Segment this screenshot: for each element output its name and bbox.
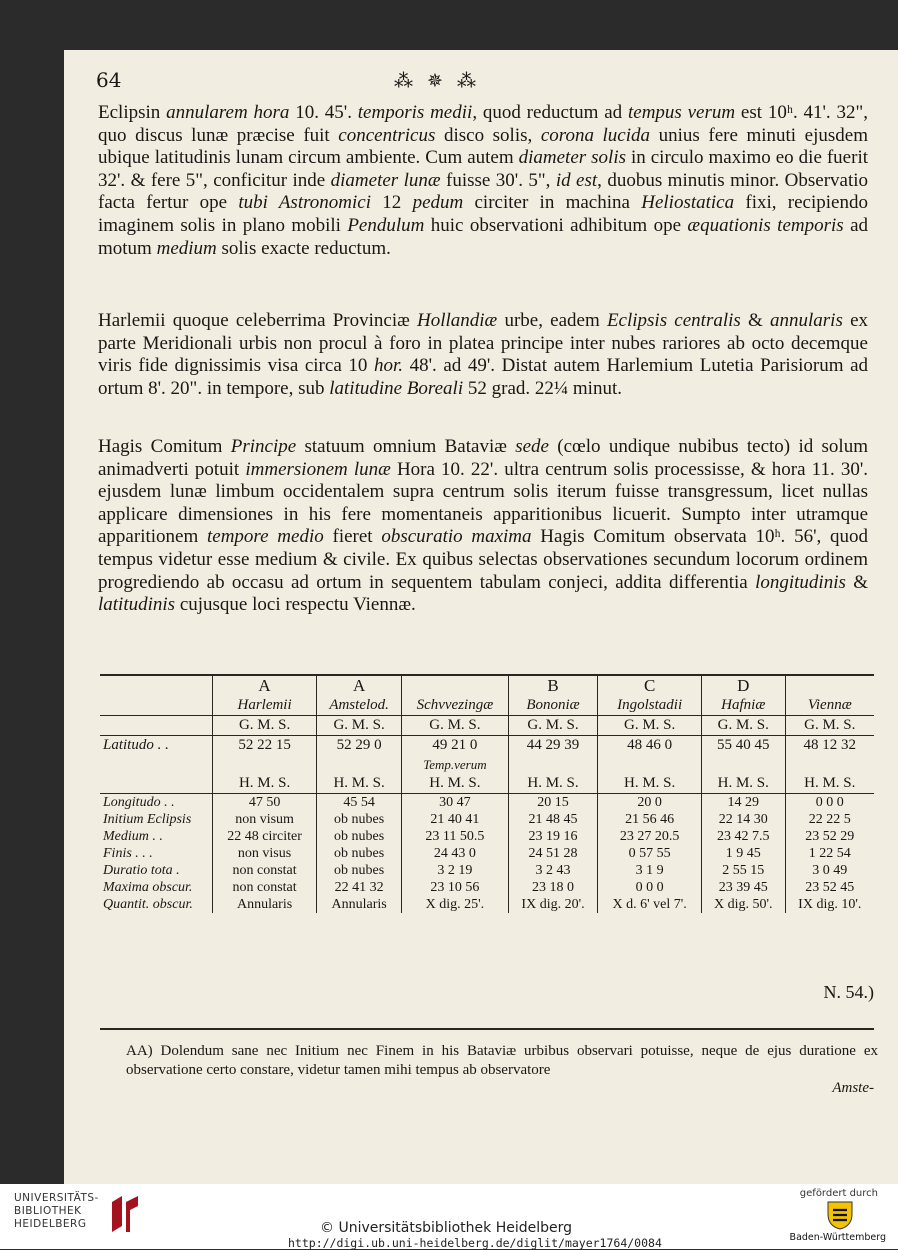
value-cell: 23 27 20.5 [598, 828, 702, 845]
value-cell: 1 22 54 [785, 845, 874, 862]
unit-header: G. M. S. [213, 716, 317, 736]
unit-header: H. M. S. [508, 774, 598, 794]
latitude-cell: 48 12 32 [785, 736, 874, 756]
text-segment: medium [156, 237, 217, 259]
value-cell: X d. 6' vel 7'. [598, 896, 702, 913]
scanned-page [64, 50, 898, 1184]
library-logo-icon[interactable] [108, 1192, 142, 1236]
text-segment: longitudinis [755, 571, 846, 593]
text-segment: latitudinis [98, 594, 176, 616]
column-letter: B [508, 675, 598, 696]
value-cell: 22 14 30 [701, 811, 785, 828]
text-segment: 12 [371, 192, 413, 214]
value-cell: 23 10 56 [402, 879, 509, 896]
text-segment: & [845, 571, 868, 593]
table-row [100, 811, 874, 828]
value-cell: 21 40 41 [402, 811, 509, 828]
hms-row [100, 774, 874, 794]
text-segment: annularem hora [166, 102, 290, 123]
unit-header: G. M. S. [701, 716, 785, 736]
value-cell: 14 29 [701, 794, 785, 812]
text-segment: concentricus [338, 124, 436, 146]
unit-header: H. M. S. [701, 774, 785, 794]
library-line1: UNIVERSITÄTS- [14, 1192, 99, 1204]
unit-header: H. M. S. [317, 774, 402, 794]
unit-header: G. M. S. [402, 716, 509, 736]
value-cell: 3 2 43 [508, 862, 598, 879]
column-letter [402, 675, 509, 696]
text-segment: tempore medio [207, 526, 324, 548]
footnote: AA) Dolendum sane nec Initium nec Finem in his Bataviæ urbibus observari potuisse, neque de ejus duratione ex observatione certo constare, videtur tamen mihi tempus ab observatore [126, 1043, 878, 1078]
text-segment: disco solis, [435, 124, 541, 146]
value-cell: X dig. 50'. [701, 896, 785, 913]
unit-header: H. M. S. [598, 774, 702, 794]
library-line3: HEIDELBERG [14, 1218, 87, 1230]
text-segment: Hagis Comitum [98, 436, 231, 457]
value-cell: 20 0 [598, 794, 702, 812]
value-cell: 23 42 7.5 [701, 828, 785, 845]
text-segment: Hollandiæ [417, 310, 498, 331]
temp-verum-row [100, 755, 874, 774]
text-segment: , quod reductum ad [472, 102, 628, 123]
corner-cell [100, 774, 213, 794]
text-segment: hor. [373, 355, 403, 377]
footnote-rule [100, 1028, 874, 1030]
text-segment: in circulo maximo eo die fuerit 32'. & fere 5", conficitur inde [98, 147, 869, 191]
text-segment: est 10ʰ. 41'. 32", quo discus lunæ præcise fuit [98, 102, 868, 146]
value-cell: 24 43 0 [402, 845, 509, 862]
text-segment: æquationis temporis [687, 214, 844, 236]
text-segment: fieret [323, 526, 382, 548]
text-segment: tempus verum [627, 102, 736, 123]
value-cell: 45 54 [317, 794, 402, 812]
value-cell: ob nubes [317, 828, 402, 845]
value-cell: 23 52 29 [785, 828, 874, 845]
table-cell [508, 755, 598, 774]
value-cell: non visus [213, 845, 317, 862]
page-number: 64 [96, 68, 122, 92]
permalink[interactable]: http://digi.ub.uni-heidelberg.de/diglit/mayer1764/0084 [288, 1236, 662, 1250]
place-row [100, 696, 874, 716]
place-header: Viennæ [785, 696, 874, 716]
unit-header: G. M. S. [508, 716, 598, 736]
table-row [100, 896, 874, 913]
text-segment: Pendulum [347, 214, 425, 236]
value-cell: Annularis [317, 896, 402, 913]
value-cell: 21 56 46 [598, 811, 702, 828]
value-cell: 21 48 45 [508, 811, 598, 828]
unit-header: G. M. S. [598, 716, 702, 736]
value-cell: non constat [213, 879, 317, 896]
value-cell: ob nubes [317, 862, 402, 879]
text-segment: tubi Astronomici [238, 192, 372, 214]
text-segment: Heliostatica [641, 192, 735, 214]
text-segment: solis exacte reductum. [216, 237, 391, 259]
table-row [100, 862, 874, 879]
library-footer [0, 1184, 898, 1249]
text-segment: Hora 10. 22'. ultra centrum solis processisse, & hora 11. 30'. ejusdem lunæ limbum occidentalem supra centrum solis iterum fuisse transgressum, licet nullas applicare dimensiones in his fere momentaneis apparitionibus licuerit. Sumpto inter utramque apparitionem [98, 458, 869, 548]
latitude-cell: 48 46 0 [598, 736, 702, 756]
catchword: Amste- [832, 1080, 874, 1096]
value-cell: 0 0 0 [598, 879, 702, 896]
value-cell: 0 0 0 [785, 794, 874, 812]
text-segment: Eclipsin [98, 102, 167, 123]
unit-header: H. M. S. [402, 774, 509, 794]
header-ornament: ⁂ ✵ ⁂ [394, 70, 480, 92]
value-cell: 22 48 circiter [213, 828, 317, 845]
value-cell: 23 19 16 [508, 828, 598, 845]
value-cell: 2 55 15 [701, 862, 785, 879]
text-segment: 48'. ad 49'. Distat autem Harlemium Lutetia Parisiorum ad ortum 8'. 20". in tempore, sub [98, 355, 869, 399]
table-row [100, 828, 874, 845]
text-segment: fuisse 30'. 5", [440, 169, 556, 191]
paragraph-hagis-comitum [98, 436, 868, 617]
copyright-text: © Universitätsbibliothek Heidelberg [320, 1220, 573, 1236]
unit-header: H. M. S. [785, 774, 874, 794]
text-segment: immersionem lunæ [245, 458, 391, 480]
value-cell: 30 47 [402, 794, 509, 812]
paragraph-harlemii [98, 310, 868, 400]
place-header: Harlemii [213, 696, 317, 716]
text-segment: Harlemii quoque celeberrima Provinciæ [98, 310, 417, 331]
text-segment: pedum [412, 192, 464, 214]
row-label: Maxima obscur. [103, 879, 193, 895]
table-cell [701, 755, 785, 774]
text-segment: statuum omnium Bataviæ [296, 436, 516, 457]
value-cell: X dig. 25'. [402, 896, 509, 913]
value-cell: Annularis [213, 896, 317, 913]
value-cell: ob nubes [317, 811, 402, 828]
text-segment: huic observationi adhibitum ope [424, 214, 688, 236]
text-segment: ad motum [98, 214, 868, 259]
row-label: Latitudo . . [103, 737, 169, 753]
text-segment: corona lucida [540, 124, 651, 146]
text-segment: (cœlo undique nubibus tecto) id solum animadverti potuit [98, 436, 868, 480]
value-cell: 23 52 45 [785, 879, 874, 896]
observations-table [100, 674, 874, 913]
text-segment: diameter lunæ [330, 169, 441, 191]
row-label: Duratio tota . [103, 862, 180, 878]
value-cell: IX dig. 10'. [785, 896, 874, 913]
library-name[interactable] [14, 1192, 99, 1231]
text-segment: 10. 45'. [289, 102, 358, 123]
table-cell [213, 755, 317, 774]
latitude-cell: 55 40 45 [701, 736, 785, 756]
state-name: Baden-Württemberg [789, 1232, 886, 1243]
text-segment: temporis medii [357, 102, 473, 123]
text-segment: id est [555, 169, 598, 191]
value-cell: 0 57 55 [598, 845, 702, 862]
place-header: Amstelod. [317, 696, 402, 716]
text-segment: sede [515, 436, 549, 457]
corner-cell [100, 755, 213, 774]
latitude-row [100, 736, 874, 756]
row-label: Quantit. obscur. [103, 896, 193, 912]
text-segment: diameter solis [518, 147, 626, 169]
row-label: Longitudo . . [103, 794, 175, 810]
value-cell: 3 1 9 [598, 862, 702, 879]
text-segment: Principe [230, 436, 297, 457]
column-letter [785, 675, 874, 696]
text-segment: unius fere minuti ejusdem ubique latitudinis lunam circum ambiente. Cum autem [98, 124, 868, 169]
latitude-cell: 44 29 39 [508, 736, 598, 756]
signature-mark: N. 54.) [823, 982, 874, 1002]
text-segment: cujusque loci respectu Viennæ. [175, 594, 416, 616]
table-row [100, 879, 874, 896]
row-label: Medium . . [103, 828, 163, 844]
corner-cell [100, 675, 213, 696]
latitude-cell: 52 29 0 [317, 736, 402, 756]
row-label: Finis . . . [103, 845, 153, 861]
place-header: Hafniæ [701, 696, 785, 716]
text-segment: latitudine Boreali [329, 377, 464, 399]
text-segment: urbe, eadem [497, 310, 607, 331]
value-cell: 23 39 45 [701, 879, 785, 896]
column-letter: D [701, 675, 785, 696]
value-cell: non visum [213, 811, 317, 828]
table-row [100, 845, 874, 862]
latitude-cell: 52 22 15 [213, 736, 317, 756]
table-row [100, 794, 874, 812]
value-cell: 47 50 [213, 794, 317, 812]
text-segment: obscuratio maxima [381, 526, 532, 548]
library-line2: BIBLIOTHEK [14, 1205, 82, 1217]
text-segment: fixi, recipiendo imaginem solis in plano mobili [98, 192, 868, 236]
text-segment: annularis [770, 310, 843, 331]
table-cell [785, 755, 874, 774]
unit-header: G. M. S. [317, 716, 402, 736]
table-cell [598, 755, 702, 774]
value-cell: 3 2 19 [402, 862, 509, 879]
text-segment: circiter in machina [463, 192, 642, 214]
value-cell: 23 18 0 [508, 879, 598, 896]
column-letter: A [317, 675, 402, 696]
text-segment: ex parte Meridionali urbis non procul à foro in platea principe inter nubes rariores ab octo decemque viris fide dignissimis visa circa 10 [98, 310, 868, 377]
funded-by: gefördert durch [799, 1188, 878, 1199]
value-cell: 23 11 50.5 [402, 828, 509, 845]
text-segment: Hagis Comitum observata 10ʰ. 56', quod tempus videtur esse medium & civile. Ex quibus selectas observationes secundum locorum ordinem progrediendo ab occasu ad ortum in sequentem tabulam conjeci, addita differentia [98, 526, 868, 593]
value-cell: 24 51 28 [508, 845, 598, 862]
value-cell: 1 9 45 [701, 845, 785, 862]
value-cell: non constat [213, 862, 317, 879]
value-cell: 22 41 32 [317, 879, 402, 896]
unit-header: G. M. S. [785, 716, 874, 736]
text-segment: , duobus minutis minor. Observatio facta fertur ope [98, 169, 869, 214]
text-segment: 52 grad. 22¼ minut. [463, 377, 622, 399]
value-cell: 22 22 5 [785, 811, 874, 828]
text-segment: Eclipsis centralis [606, 310, 741, 331]
place-header: Ingolstadii [598, 696, 702, 716]
value-cell: 3 0 49 [785, 862, 874, 879]
letter-row [100, 675, 874, 696]
corner-cell [100, 716, 213, 736]
row-label: Initium Eclipsis [103, 811, 192, 827]
table-cell [317, 755, 402, 774]
place-header: Bononiæ [508, 696, 598, 716]
value-cell: ob nubes [317, 845, 402, 862]
value-cell: 20 15 [508, 794, 598, 812]
column-letter: A [213, 675, 317, 696]
text-segment: & [740, 310, 770, 331]
paragraph-eclipse-paris [98, 102, 868, 260]
temp-verum-label: Temp.verum [402, 755, 509, 774]
latitude-cell: 49 21 0 [402, 736, 509, 756]
value-cell: IX dig. 20'. [508, 896, 598, 913]
place-header: Schvvezingæ [402, 696, 509, 716]
state-crest-icon [826, 1200, 854, 1230]
unit-header: H. M. S. [213, 774, 317, 794]
column-letter: C [598, 675, 702, 696]
corner-cell [100, 696, 213, 716]
gms-row [100, 716, 874, 736]
